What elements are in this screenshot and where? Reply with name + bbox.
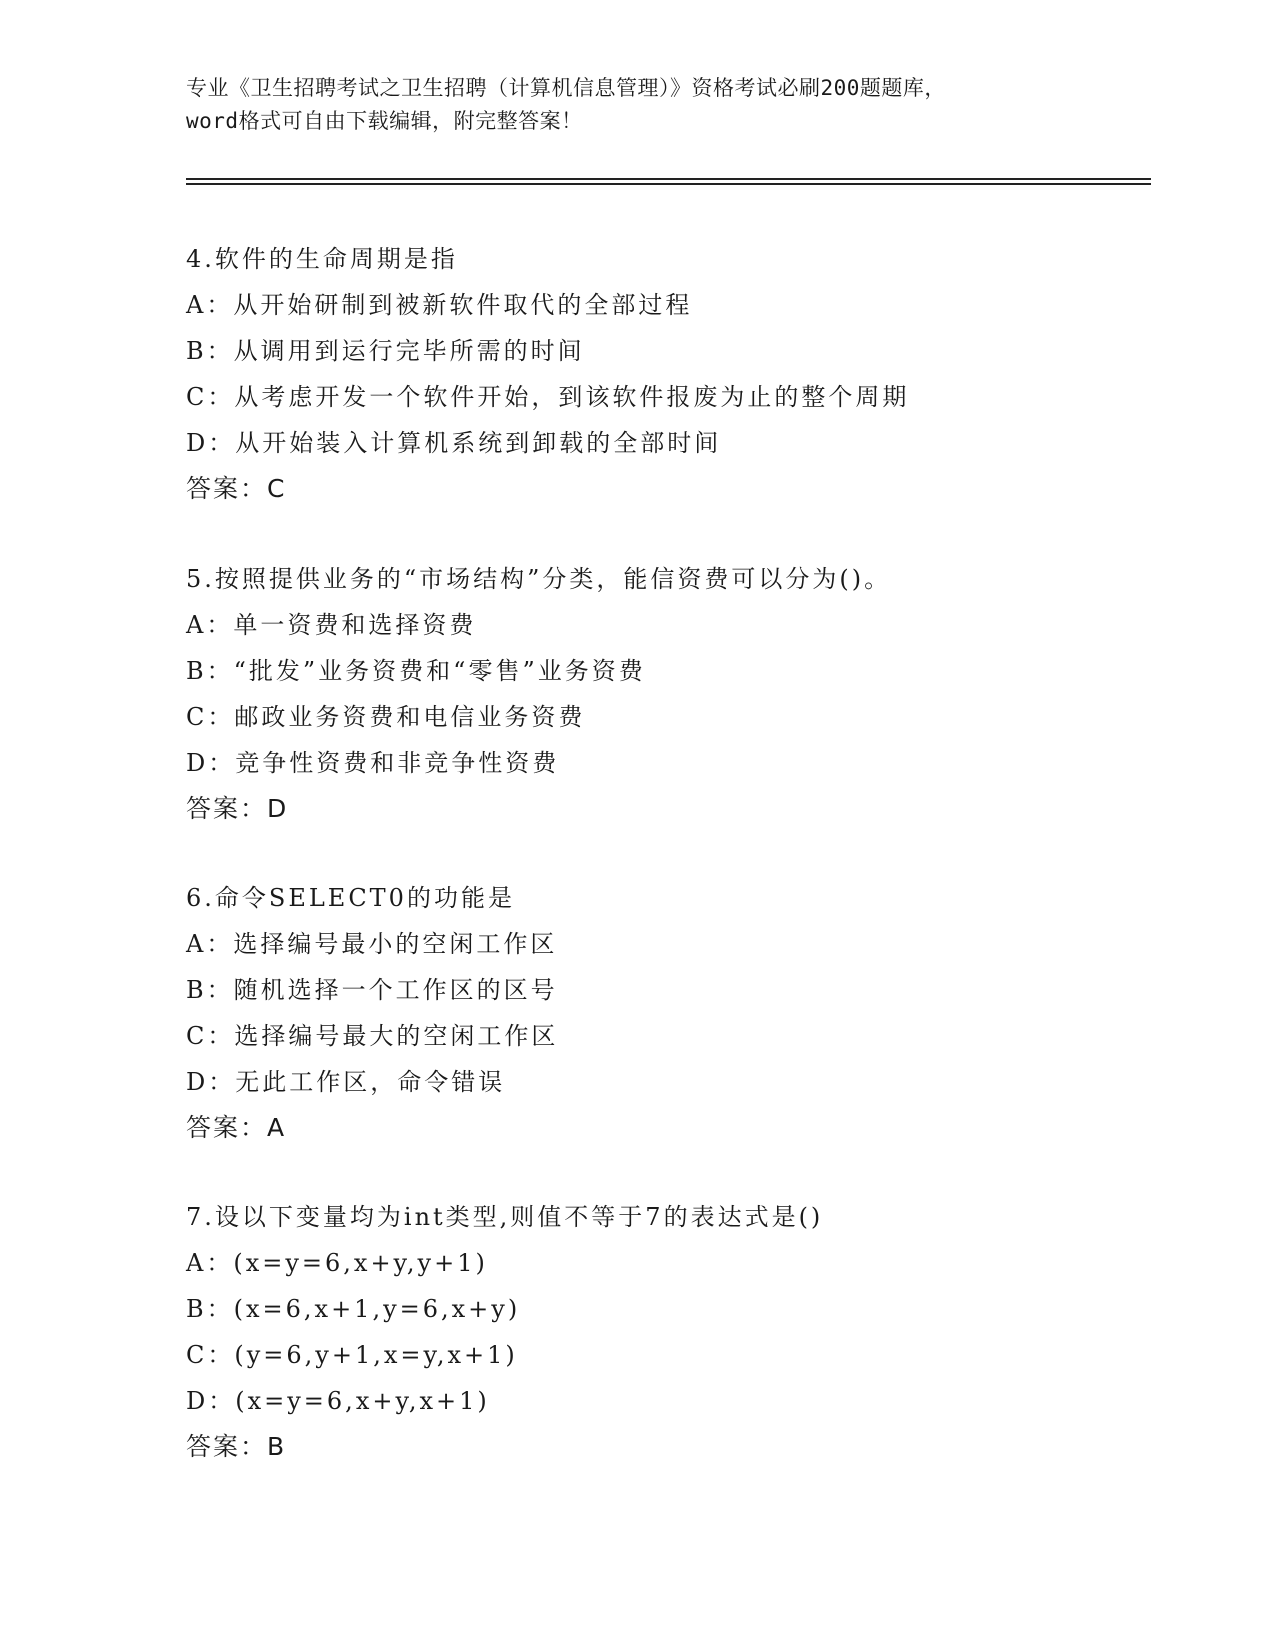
option-b: B：(x=6,x+1,y=6,x+y) bbox=[186, 1295, 521, 1323]
answer-line: 答案：A bbox=[186, 1113, 287, 1142]
answer-line: 答案：D bbox=[186, 794, 289, 823]
option-c: C：从考虑开发一个软件开始，到该软件报废为止的整个周期 bbox=[186, 383, 910, 411]
option-d: D：从开始装入计算机系统到卸载的全部时间 bbox=[186, 429, 722, 457]
answer-line: 答案：B bbox=[186, 1432, 287, 1461]
question-stem: 7.设以下变量均为int类型,则值不等于7的表达式是() bbox=[186, 1203, 824, 1231]
option-c: C：邮政业务资费和电信业务资费 bbox=[186, 703, 586, 731]
question-4 bbox=[186, 236, 1146, 512]
header-rule-bottom bbox=[186, 183, 1151, 185]
option-c: C：(y=6,y+1,x=y,x+1) bbox=[186, 1341, 518, 1369]
question-7 bbox=[186, 1194, 1146, 1470]
question-stem: 4.软件的生命周期是指 bbox=[186, 245, 458, 273]
option-d: D：竞争性资费和非竞争性资费 bbox=[186, 749, 560, 777]
header-line-2: word格式可自由下载编辑，附完整答案！ bbox=[186, 109, 583, 133]
option-d: D：(x=y=6,x+y,x+1) bbox=[186, 1387, 490, 1415]
option-b: B：从调用到运行完毕所需的时间 bbox=[186, 337, 585, 365]
option-b: B：“批发”业务资费和“零售”业务资费 bbox=[186, 657, 646, 685]
option-a: A：从开始研制到被新软件取代的全部过程 bbox=[186, 291, 693, 319]
header-line-1: 专业《卫生招聘考试之卫生招聘（计算机信息管理）》资格考试必刷200题题库， bbox=[186, 76, 946, 100]
option-a: A：单一资费和选择资费 bbox=[186, 611, 477, 639]
question-stem: 6.命令SELECT0的功能是 bbox=[186, 884, 515, 912]
option-a: A：(x=y=6,x+y,y+1) bbox=[186, 1249, 488, 1277]
option-d: D：无此工作区，命令错误 bbox=[186, 1068, 506, 1096]
question-6 bbox=[186, 875, 1146, 1151]
option-c: C：选择编号最大的空闲工作区 bbox=[186, 1022, 559, 1050]
option-a: A：选择编号最小的空闲工作区 bbox=[186, 930, 558, 958]
question-stem: 5.按照提供业务的“市场结构”分类，能信资费可以分为()。 bbox=[186, 565, 892, 593]
question-5 bbox=[186, 556, 1146, 832]
header-rule-top bbox=[186, 178, 1151, 180]
option-b: B：随机选择一个工作区的区号 bbox=[186, 976, 558, 1004]
answer-line: 答案：C bbox=[186, 474, 287, 503]
document-header bbox=[186, 72, 1086, 138]
